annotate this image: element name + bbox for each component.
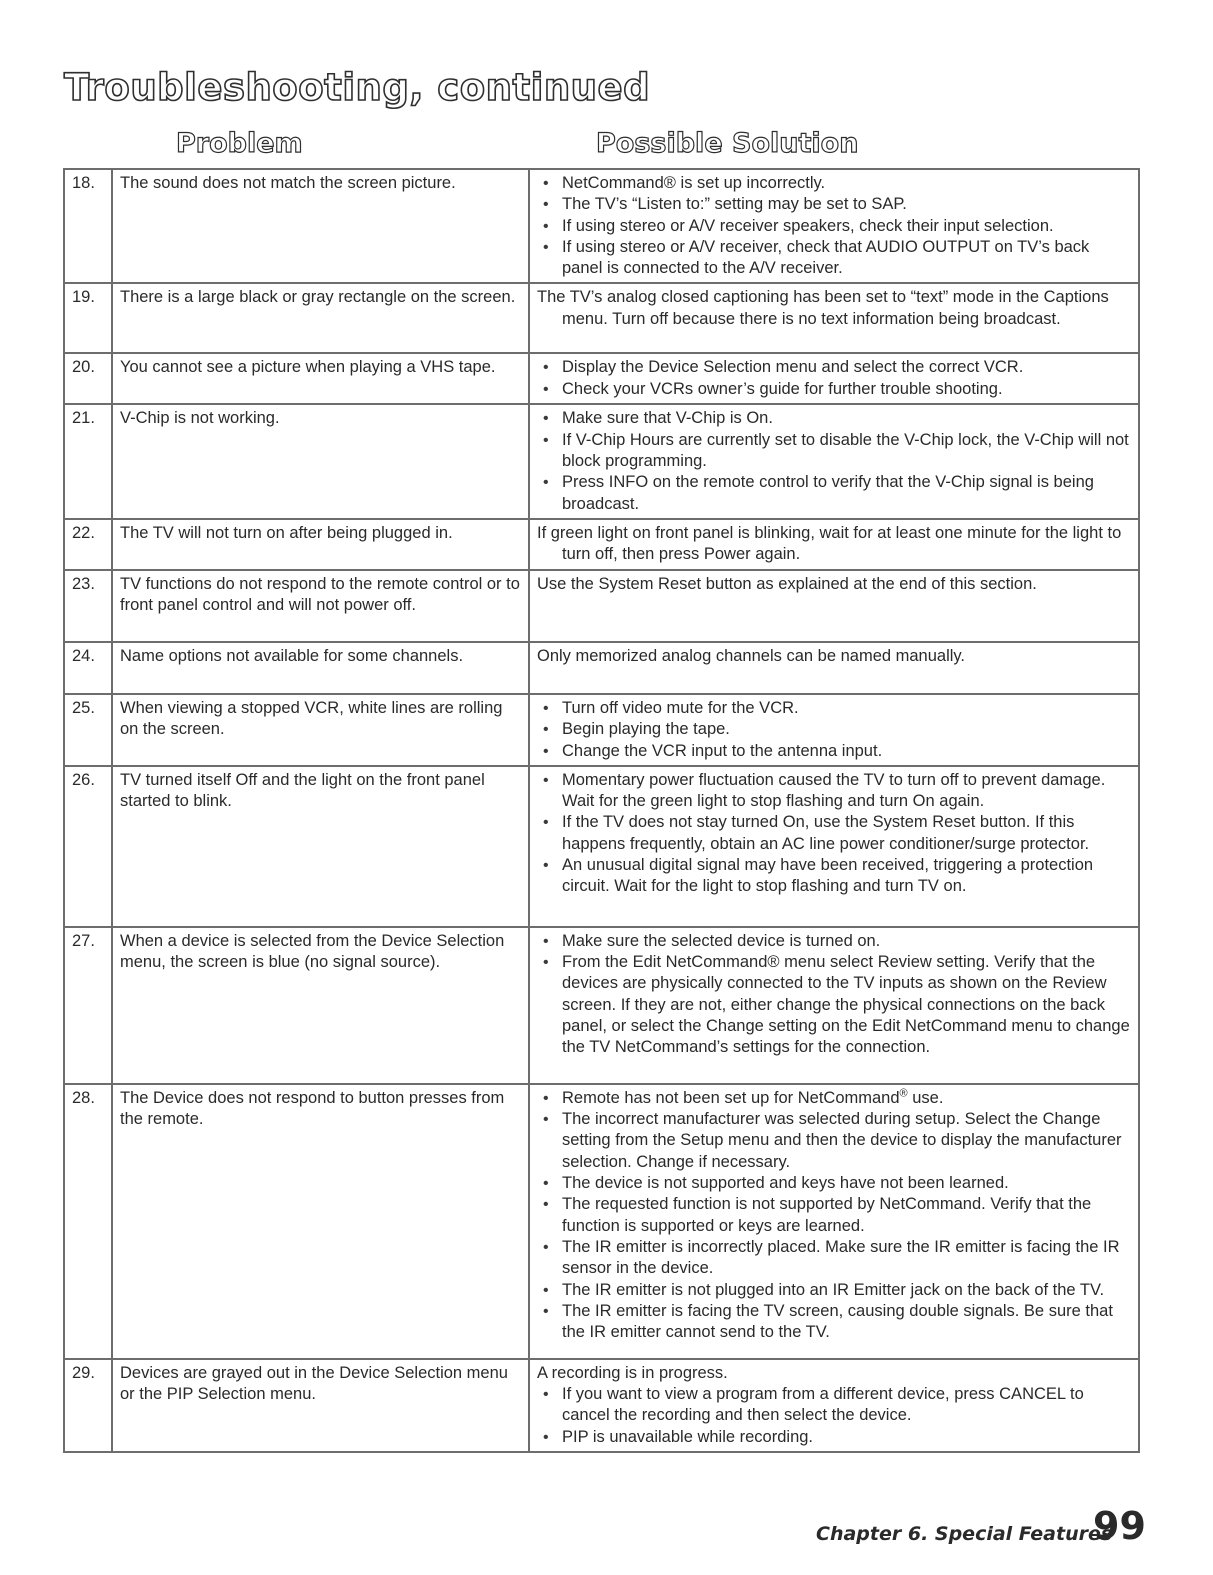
solution-bullet: [537, 1088, 1132, 1109]
problem-cell: The sound does not match the screen picture.: [112, 169, 529, 283]
row-number: 20.: [64, 353, 112, 404]
solution-bullet-list: [537, 357, 1132, 400]
solution-bullet-list: [537, 931, 1132, 1059]
solution-bullet: • NetCommand® is set up incorrectly.: [537, 173, 1132, 194]
solution-bullet-text: use.: [907, 1088, 944, 1107]
troubleshooting-table: [63, 168, 1140, 1453]
solution-bullet: • Change the VCR input to the antenna input.: [537, 741, 1132, 762]
solution-bullet-list: [537, 1088, 1132, 1344]
problem-cell: You cannot see a picture when playing a VHS tape.: [112, 353, 529, 404]
problem-cell: Name options not available for some channels.: [112, 642, 529, 694]
solution-bullet-text: Remote has not been set up for NetCommand: [562, 1088, 900, 1107]
solution-cell: [529, 283, 1139, 353]
row-number: 23.: [64, 570, 112, 642]
problem-cell: There is a large black or gray rectangle on the screen.: [112, 283, 529, 353]
row-number: 29.: [64, 1359, 112, 1452]
solution-bullet: • The IR emitter is incorrectly placed. Make sure the IR emitter is facing the IR sensor in the device.: [537, 1237, 1132, 1280]
solution-bullet: • Check your VCRs owner’s guide for further trouble shooting.: [537, 379, 1132, 400]
solution-bullet: • If the TV does not stay turned On, use the System Reset button. If this happens frequently, obtain an AC line power conditioner/surge protector.: [537, 812, 1132, 855]
solution-bullet: • Make sure the selected device is turned on.: [537, 931, 1132, 952]
solution-cell: [529, 519, 1139, 570]
table-row: [64, 642, 1139, 694]
table-row: [64, 353, 1139, 404]
problem-column-header: Problem: [176, 128, 303, 159]
footer-page-number: 99: [1093, 1504, 1146, 1548]
row-number: 19.: [64, 283, 112, 353]
row-number: 24.: [64, 642, 112, 694]
problem-cell: V-Chip is not working.: [112, 404, 529, 518]
solution-bullet: • If using stereo or A/V receiver, check that AUDIO OUTPUT on TV’s back panel is connected to the A/V receiver.: [537, 237, 1132, 280]
row-number: 22.: [64, 519, 112, 570]
footer-chapter-title: Chapter 6. Special Features: [816, 1523, 1113, 1545]
table-row: [64, 404, 1139, 518]
solution-cell: [529, 1359, 1139, 1452]
solution-cell: [529, 694, 1139, 766]
solution-bullet-list: [537, 408, 1132, 514]
solution-cell: [529, 169, 1139, 283]
solution-cell: [529, 353, 1139, 404]
solution-bullet: • From the Edit NetCommand® menu select Review setting. Verify that the devices are physically connected to the TV inputs as shown on the Review screen. If they are not, either change the physical connections on the back panel, or select the Change setting on the Edit NetCommand menu to change the TV NetCommand’s settings for the connection.: [537, 952, 1132, 1058]
solution-bullet: • The TV’s “Listen to:” setting may be set to SAP.: [537, 194, 1132, 215]
row-number: 18.: [64, 169, 112, 283]
solution-lead-text: If green light on front panel is blinking, wait for at least one minute for the light to turn off, then press Power again.: [537, 523, 1122, 564]
solution-bullet: • The IR emitter is not plugged into an IR Emitter jack on the back of the TV.: [537, 1280, 1132, 1301]
solution-bullet: • The incorrect manufacturer was selected during setup. Select the Change setting from the Setup menu and then the device to display the manufacturer selection. Change if necessary.: [537, 1109, 1132, 1173]
solution-bullet: • The IR emitter is facing the TV screen, causing double signals. Be sure that the IR emitter cannot send to the TV.: [537, 1301, 1132, 1344]
problem-cell: The TV will not turn on after being plugged in.: [112, 519, 529, 570]
solution-cell: [529, 927, 1139, 1084]
table-row: [64, 766, 1139, 927]
solution-lead-text: Only memorized analog channels can be named manually.: [537, 646, 966, 665]
problem-cell: TV turned itself Off and the light on the front panel started to blink.: [112, 766, 529, 927]
table-row: [64, 283, 1139, 353]
solution-lead-text: A recording is in progress.: [537, 1363, 728, 1382]
row-number: 26.: [64, 766, 112, 927]
table-row: [64, 519, 1139, 570]
troubleshooting-table-body: [64, 169, 1139, 1452]
solution-cell: [529, 404, 1139, 518]
solution-lead-text: Use the System Reset button as explained at the end of this section.: [537, 574, 1037, 593]
solution-bullet: • Display the Device Selection menu and select the correct VCR.: [537, 357, 1132, 378]
solution-cell: [529, 642, 1139, 694]
solution-bullet: • The requested function is not supported by NetCommand. Verify that the function is supported or keys are learned.: [537, 1194, 1132, 1237]
problem-cell: When a device is selected from the Device Selection menu, the screen is blue (no signal source).: [112, 927, 529, 1084]
table-row: [64, 1084, 1139, 1359]
table-row: [64, 1359, 1139, 1452]
solution-cell: [529, 1084, 1139, 1359]
problem-cell: When viewing a stopped VCR, white lines are rolling on the screen.: [112, 694, 529, 766]
row-number: 28.: [64, 1084, 112, 1359]
page-title: Troubleshooting, continued: [64, 66, 651, 109]
solution-bullet: • If using stereo or A/V receiver speakers, check their input selection.: [537, 216, 1132, 237]
row-number: 27.: [64, 927, 112, 1084]
solution-bullet: • The device is not supported and keys have not been learned.: [537, 1173, 1132, 1194]
solution-bullet: • If you want to view a program from a different device, press CANCEL to cancel the recording and then select the device.: [537, 1384, 1132, 1427]
solution-lead-text: The TV’s analog closed captioning has been set to “text” mode in the Captions menu. Turn off because there is no text information being broadcast.: [537, 288, 1109, 328]
solution-bullet: • An unusual digital signal may have been received, triggering a protection circuit. Wait for the light to stop flashing and turn TV on.: [537, 855, 1132, 898]
registered-mark: ®: [899, 1087, 908, 1100]
solution-cell: [529, 766, 1139, 927]
solution-bullet: • Turn off video mute for the VCR.: [537, 698, 1132, 719]
row-number: 25.: [64, 694, 112, 766]
table-row: [64, 169, 1139, 283]
table-row: [64, 694, 1139, 766]
solution-bullet-list: [537, 1384, 1132, 1448]
solution-column-header: Possible Solution: [596, 128, 859, 159]
solution-bullet: • Begin playing the tape.: [537, 719, 1132, 740]
solution-bullet: • Make sure that V-Chip is On.: [537, 408, 1132, 429]
solution-bullet: • Momentary power fluctuation caused the TV to turn off to prevent damage. Wait for the green light to stop flashing and turn On again.: [537, 770, 1132, 813]
solution-bullet-list: [537, 173, 1132, 279]
table-row: [64, 570, 1139, 642]
table-row: [64, 927, 1139, 1084]
solution-bullet: • Press INFO on the remote control to verify that the V-Chip signal is being broadcast.: [537, 472, 1132, 515]
solution-bullet: • If V-Chip Hours are currently set to disable the V-Chip lock, the V-Chip will not block programming.: [537, 430, 1132, 473]
problem-cell: The Device does not respond to button presses from the remote.: [112, 1084, 529, 1359]
solution-bullet: • PIP is unavailable while recording.: [537, 1427, 1132, 1448]
problem-cell: TV functions do not respond to the remote control or to front panel control and will not power off.: [112, 570, 529, 642]
problem-cell: Devices are grayed out in the Device Selection menu or the PIP Selection menu.: [112, 1359, 529, 1452]
solution-bullet-list: [537, 770, 1132, 898]
solution-bullet-list: [537, 698, 1132, 762]
solution-cell: [529, 570, 1139, 642]
row-number: 21.: [64, 404, 112, 518]
